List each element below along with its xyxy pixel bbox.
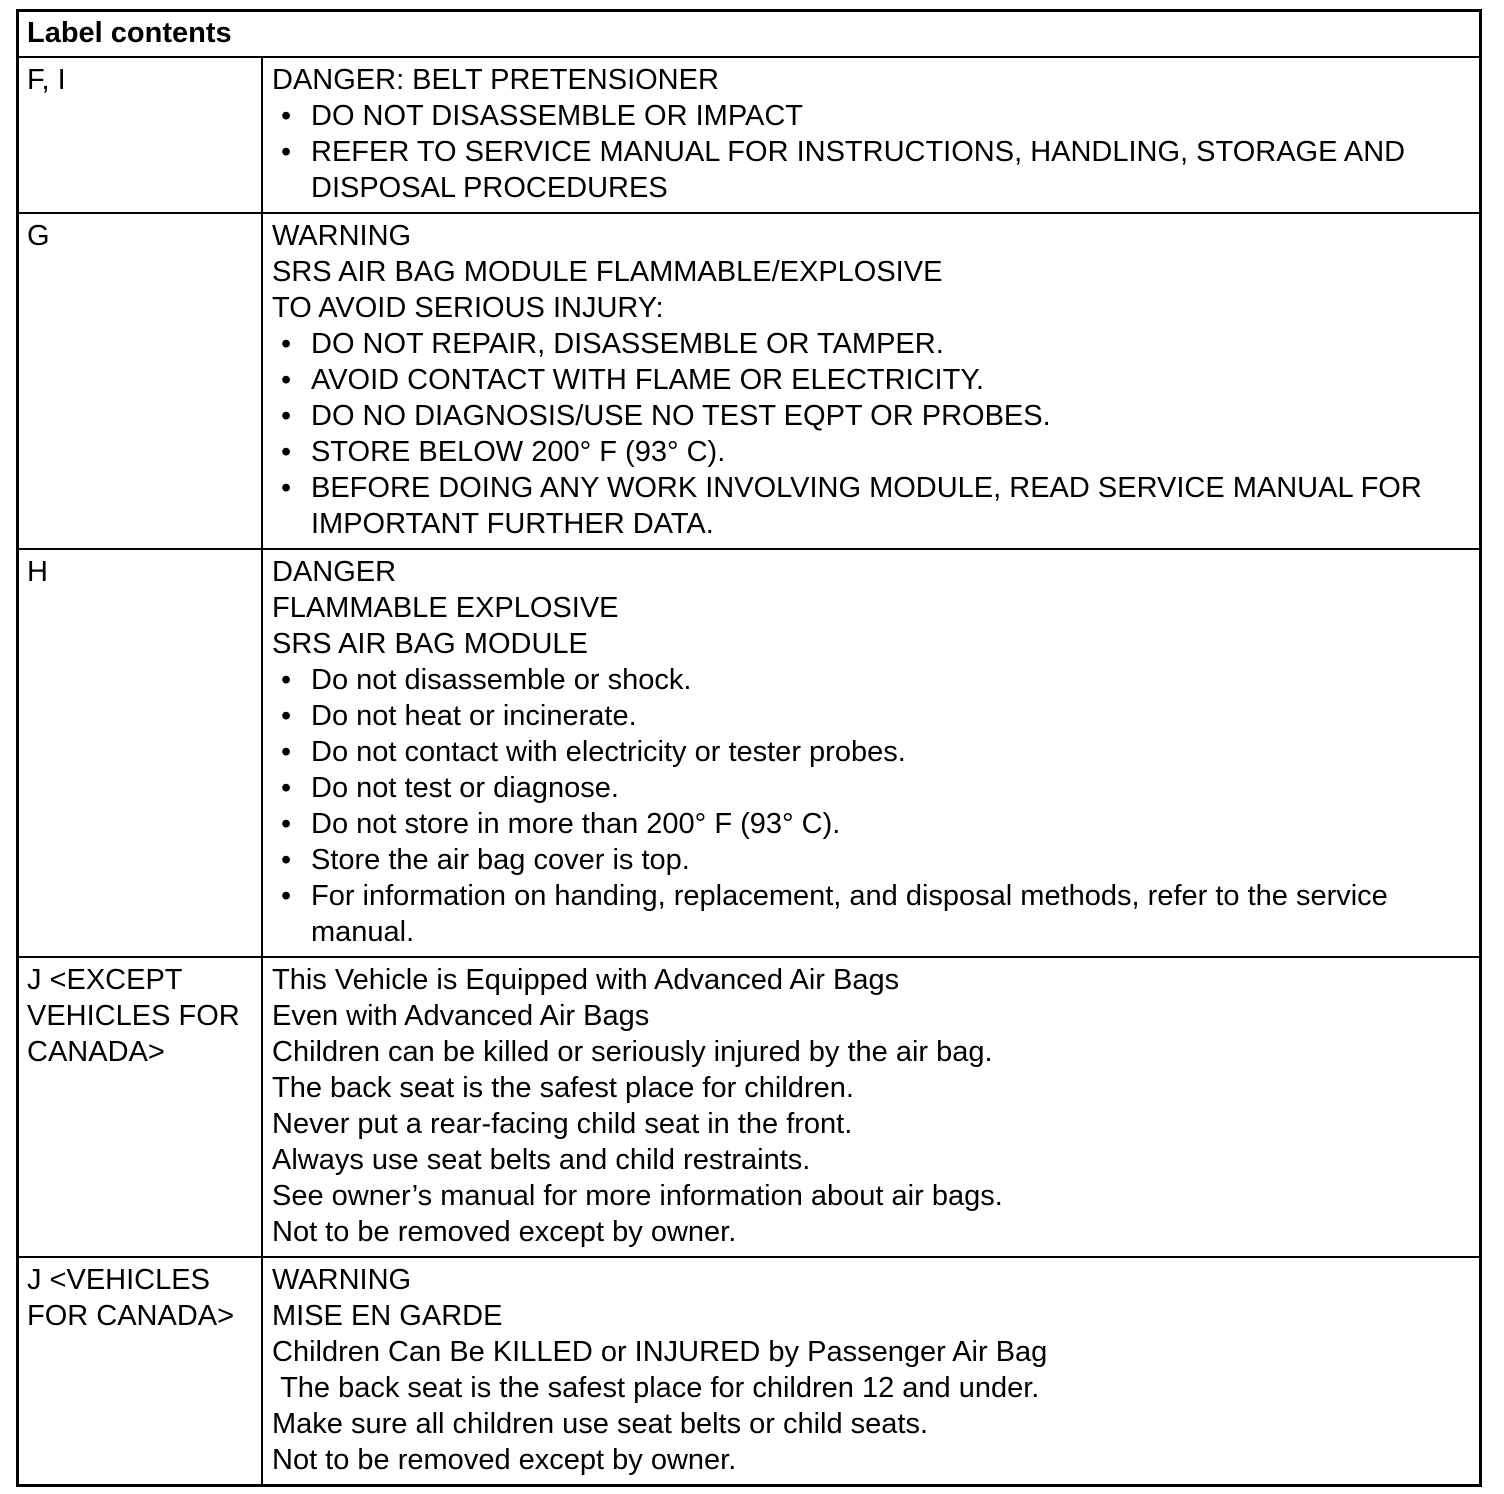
label-text	[263, 214, 1479, 548]
bullet-item: • Do not store in more than 200° F (93° C).	[272, 806, 1469, 842]
label-text	[263, 58, 1479, 212]
label-text	[263, 550, 1479, 956]
text-line: Never put a rear-facing child seat in the front.	[272, 1108, 853, 1140]
label-id: J <EXCEPT VEHICLES FOR CANADA>	[19, 958, 263, 1256]
text-line: WARNING	[272, 1264, 412, 1296]
bullet-item: • DO NOT DISASSEMBLE OR IMPACT	[272, 98, 1469, 134]
label-id: J <VEHICLES FOR CANADA>	[19, 1258, 263, 1484]
bullet-list	[272, 662, 1469, 950]
bullet-item: • REFER TO SERVICE MANUAL FOR INSTRUCTIONS, HANDLING, STORAGE AND DISPOSAL PROCEDURES	[272, 134, 1469, 206]
bullet-item: • Do not heat or incinerate.	[272, 698, 1469, 734]
label-id: F, I	[19, 58, 263, 212]
bullet-list	[272, 326, 1469, 542]
bullet-list	[272, 98, 1469, 206]
text-line: This Vehicle is Equipped with Advanced Air Bags	[272, 964, 900, 996]
label-id: G	[19, 214, 263, 548]
label-contents-table	[16, 9, 1482, 1487]
table-row	[19, 550, 1479, 958]
text-line: See owner’s manual for more information about air bags.	[272, 1180, 1003, 1212]
table-row	[19, 958, 1479, 1258]
text-line: Make sure all children use seat belts or child seats.	[272, 1408, 929, 1440]
text-line: The back seat is the safest place for children 12 and under.	[272, 1372, 1040, 1404]
text-line: SRS AIR BAG MODULE FLAMMABLE/EXPLOSIVE	[272, 256, 943, 288]
text-line: Always use seat belts and child restraints.	[272, 1144, 811, 1176]
text-line: Children Can Be KILLED or INJURED by Passenger Air Bag	[272, 1336, 1048, 1368]
text-line: TO AVOID SERIOUS INJURY:	[272, 292, 664, 324]
text-line: FLAMMABLE EXPLOSIVE	[272, 592, 619, 624]
label-text	[263, 958, 1479, 1256]
text-line: DANGER: BELT PRETENSIONER	[272, 64, 719, 96]
text-line: MISE EN GARDE	[272, 1300, 503, 1332]
text-line: The back seat is the safest place for children.	[272, 1072, 854, 1104]
text-line: DANGER	[272, 556, 397, 588]
bullet-item: • Do not test or diagnose.	[272, 770, 1469, 806]
text-line: WARNING	[272, 220, 412, 252]
label-text	[263, 1258, 1479, 1484]
bullet-item: • DO NO DIAGNOSIS/USE NO TEST EQPT OR PROBES.	[272, 398, 1469, 434]
text-line: SRS AIR BAG MODULE	[272, 628, 588, 660]
table-header: Label contents	[19, 12, 1479, 58]
bullet-item: • Store the air bag cover is top.	[272, 842, 1469, 878]
bullet-item: • AVOID CONTACT WITH FLAME OR ELECTRICITY.	[272, 362, 1469, 398]
bullet-item: • Do not disassemble or shock.	[272, 662, 1469, 698]
bullet-item: • For information on handing, replacement, and disposal methods, refer to the service manual.	[272, 878, 1469, 950]
label-id: H	[19, 550, 263, 956]
table-row	[19, 1258, 1479, 1484]
text-line: Children can be killed or seriously injured by the air bag.	[272, 1036, 993, 1068]
text-line: Not to be removed except by owner.	[272, 1216, 737, 1248]
bullet-item: • DO NOT REPAIR, DISASSEMBLE OR TAMPER.	[272, 326, 1469, 362]
table-row	[19, 58, 1479, 214]
text-line: Not to be removed except by owner.	[272, 1444, 737, 1476]
bullet-item: • STORE BELOW 200° F (93° C).	[272, 434, 1469, 470]
bullet-item: • Do not contact with electricity or tester probes.	[272, 734, 1469, 770]
text-line: Even with Advanced Air Bags	[272, 1000, 650, 1032]
table-row	[19, 214, 1479, 550]
bullet-item: • BEFORE DOING ANY WORK INVOLVING MODULE, READ SERVICE MANUAL FOR IMPORTANT FURTHER DATA.	[272, 470, 1469, 542]
